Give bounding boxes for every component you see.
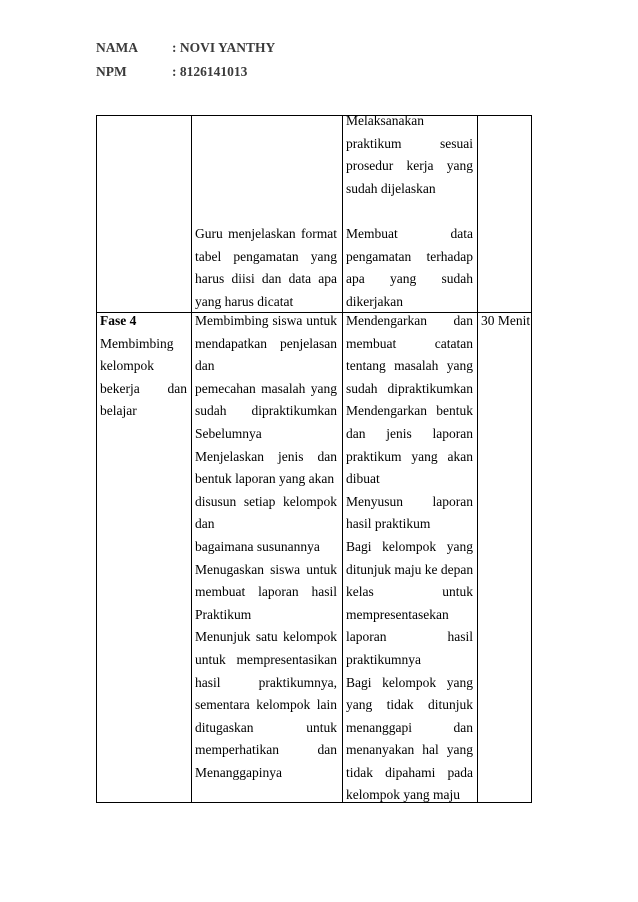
word: Membuat: [346, 225, 398, 241]
word: tidak: [386, 697, 414, 713]
table-col-divider-1: [191, 115, 192, 803]
text-line: [346, 604, 473, 627]
word: dan: [317, 448, 337, 464]
word: diisi: [231, 271, 255, 287]
text-line: [346, 559, 473, 582]
word: Bagi: [346, 674, 372, 690]
word: hasil: [311, 584, 337, 600]
word: tidak: [346, 764, 373, 780]
word: memperhatikan: [195, 742, 279, 758]
word: yang: [411, 448, 438, 464]
word: yang: [346, 697, 373, 713]
word: dipraktikumkan: [251, 403, 337, 419]
word: dan: [346, 425, 366, 441]
word: ditunjuk: [427, 697, 473, 713]
text-line: [346, 400, 473, 423]
top-siswa-part1: [346, 110, 473, 200]
word: pada: [447, 764, 473, 780]
table-border-right: [531, 115, 532, 803]
word: yang: [446, 158, 473, 174]
word: yang harus dicatat: [195, 293, 294, 309]
word: satu: [255, 629, 278, 645]
word: sesuai: [440, 135, 473, 151]
word: untuk: [442, 584, 473, 600]
text-line: [195, 491, 337, 514]
text-line: [195, 536, 337, 559]
word: Membimbing: [100, 335, 174, 351]
text-line: [195, 246, 337, 269]
text-line: [195, 739, 337, 762]
npm-value: : 8126141013: [172, 64, 248, 79]
name-label: NAMA: [96, 40, 138, 55]
word: kerja: [406, 158, 434, 174]
word: dibuat: [346, 471, 380, 487]
text-line: [195, 333, 337, 356]
word: untuk: [306, 313, 337, 328]
word: Menjelaskan: [195, 448, 264, 464]
time-cell: [481, 310, 529, 333]
word: hal: [422, 742, 439, 758]
word: dan: [453, 313, 473, 328]
text-line: [346, 355, 473, 378]
word: sudah: [195, 403, 227, 419]
table-border-left: [96, 115, 97, 803]
word: format: [300, 226, 337, 241]
text-line: [195, 400, 337, 423]
word: dikerjakan: [346, 293, 403, 309]
text-line: [195, 604, 337, 627]
text-line: [195, 626, 337, 649]
text-line: [346, 717, 473, 740]
word: praktikum: [346, 135, 402, 151]
text-line: [346, 268, 473, 291]
top-guru-cell: [195, 223, 337, 313]
word: untuk: [306, 561, 337, 577]
word: data: [288, 271, 312, 287]
text-line: [346, 378, 473, 401]
word: tentang: [346, 358, 386, 374]
word: kelompok: [382, 538, 437, 554]
word: bentuk laporan yang akan: [195, 471, 335, 487]
word: untuk: [306, 719, 337, 735]
word: bagaimana susunannya: [195, 538, 320, 554]
word: dan: [195, 358, 215, 374]
word: dan: [453, 719, 473, 735]
word: pengamatan: [346, 248, 412, 264]
word: sudah dijelaskan: [346, 180, 436, 196]
word: ditunjuk maju ke depan: [346, 561, 474, 577]
text-line: [346, 581, 473, 604]
word: kelompok: [100, 358, 154, 374]
word: sudah: [346, 380, 378, 396]
text-line: [195, 468, 337, 491]
text-line: [195, 223, 337, 246]
word: sudah: [441, 271, 473, 287]
word: menjelaskan: [228, 226, 296, 241]
word: yang: [310, 248, 337, 264]
word: praktikumnya: [346, 651, 421, 667]
npm-row: [96, 64, 248, 80]
word: penjelasan: [280, 335, 337, 351]
word: belajar: [100, 403, 137, 419]
word: kelompok yang maju: [346, 787, 460, 803]
word: dan: [317, 742, 337, 758]
text-line: [346, 446, 473, 469]
word: Melaksanakan: [346, 113, 424, 128]
word: kelompok: [256, 697, 311, 713]
word: terhadap: [426, 248, 473, 264]
word: kelas: [346, 584, 374, 600]
text-line: [346, 626, 473, 649]
word: masalah: [261, 380, 306, 396]
text-line: [346, 333, 473, 356]
word: yang: [446, 538, 473, 554]
word: dan: [261, 271, 282, 287]
text-line: [100, 378, 187, 401]
word: catatan: [434, 335, 473, 351]
word: menanyakan: [346, 742, 415, 758]
text-line: [195, 672, 337, 695]
word: pengamatan: [233, 248, 299, 264]
word: hasil: [447, 629, 473, 645]
text-line: [195, 559, 337, 582]
name-value: : NOVI YANTHY: [172, 40, 276, 55]
text-line: [195, 581, 337, 604]
word: dan: [167, 380, 187, 396]
text-line: [346, 110, 473, 133]
text-line: [195, 268, 337, 291]
word: kelompok: [282, 493, 337, 509]
word: Menunjuk: [195, 629, 251, 645]
word: yang: [446, 674, 473, 690]
word: Menanggapinya: [195, 764, 282, 780]
word: siswa: [270, 561, 301, 577]
text-line: [346, 784, 473, 807]
text-line: [346, 468, 473, 491]
word: dipahami: [385, 764, 436, 780]
text-line: [195, 717, 337, 740]
table-col-divider-3: [477, 115, 478, 803]
word: lain: [316, 697, 337, 713]
word: yang: [446, 742, 473, 758]
word: dipraktikumkan: [387, 380, 473, 396]
text-line: [346, 155, 473, 178]
word: laporan: [432, 425, 473, 441]
word: jenis: [277, 448, 304, 464]
text-line: [195, 513, 337, 536]
text-line: [346, 133, 473, 156]
name-row: [96, 40, 276, 56]
word: disusun: [195, 493, 237, 509]
text-line: [195, 378, 337, 401]
text-line: [346, 694, 473, 717]
text-line: [346, 739, 473, 762]
text-line: [195, 762, 337, 785]
npm-label: NPM: [96, 64, 127, 79]
word: ditugaskan: [195, 719, 254, 735]
word: kelompok: [382, 674, 437, 690]
word: kelompok: [283, 629, 337, 645]
word: dan: [195, 516, 215, 532]
word: setiap: [243, 493, 276, 509]
word: Mendengarkan: [346, 403, 427, 419]
word: data: [450, 225, 473, 241]
word: laporan: [346, 629, 387, 645]
word: Sebelumnya: [195, 425, 262, 441]
word: laporan: [432, 493, 473, 509]
word: Mendengarkan: [346, 313, 427, 328]
word: Guru: [195, 226, 223, 241]
top-siswa-part2: [346, 223, 473, 313]
text-line: [346, 223, 473, 246]
word: bekerja: [100, 380, 140, 396]
word: akan: [447, 448, 473, 464]
word: harus: [195, 271, 225, 287]
word: membuat: [346, 335, 397, 351]
text-line: [195, 423, 337, 446]
word: membuat: [195, 584, 246, 600]
word: hasil: [195, 674, 221, 690]
word: yang: [389, 271, 417, 287]
text-line: [346, 762, 473, 785]
text-line: [195, 649, 337, 672]
text-line: [100, 355, 187, 378]
word: sementara: [195, 697, 250, 713]
text-line: [346, 536, 473, 559]
word: jenis: [386, 425, 412, 441]
text-line: [346, 649, 473, 672]
text-line: [346, 513, 473, 536]
word: Bagi: [346, 538, 372, 554]
word: tabel: [195, 248, 222, 264]
word: mempresentasekan: [346, 606, 449, 622]
bottom-guru-cell: [195, 310, 337, 784]
word: bentuk: [436, 403, 473, 419]
text-line: [195, 694, 337, 717]
text-line: [346, 246, 473, 269]
text-line: [195, 446, 337, 469]
text-line: [346, 672, 473, 695]
word: prosedur: [346, 158, 394, 174]
word: Praktikum: [195, 606, 252, 622]
time-value: 30 Menit: [481, 313, 531, 328]
word: untuk: [195, 651, 226, 667]
word: apa: [346, 271, 365, 287]
text-line: [346, 423, 473, 446]
word: laporan: [258, 584, 299, 600]
text-line: [195, 310, 337, 333]
text-line: [346, 178, 473, 201]
word: Menyusun: [346, 493, 403, 509]
table-col-divider-2: [342, 115, 343, 803]
word: mendapatkan: [195, 335, 267, 351]
word: Menugaskan: [195, 561, 264, 577]
word: pemecahan: [195, 380, 256, 396]
word: Membimbing: [195, 313, 269, 328]
phase-title: Fase 4: [100, 313, 137, 328]
phase-description: [100, 333, 187, 423]
text-line: [346, 491, 473, 514]
word: hasil praktikum: [346, 516, 431, 532]
word: menanggapi: [346, 719, 412, 735]
word: apa: [318, 271, 337, 287]
text-line: [100, 400, 187, 423]
word: mempresentasikan: [236, 651, 337, 667]
text-line: [100, 333, 187, 356]
word: yang: [446, 358, 473, 374]
word: masalah: [394, 358, 439, 374]
top-siswa-cell: [346, 110, 473, 313]
word: siswa: [272, 313, 303, 328]
word: praktikumnya,: [258, 674, 337, 690]
text-line: [195, 355, 337, 378]
text-line: [346, 310, 473, 333]
phase-cell: [100, 310, 187, 423]
word: yang: [310, 380, 337, 396]
word: praktikum: [346, 448, 402, 464]
bottom-siswa-cell: [346, 310, 473, 807]
